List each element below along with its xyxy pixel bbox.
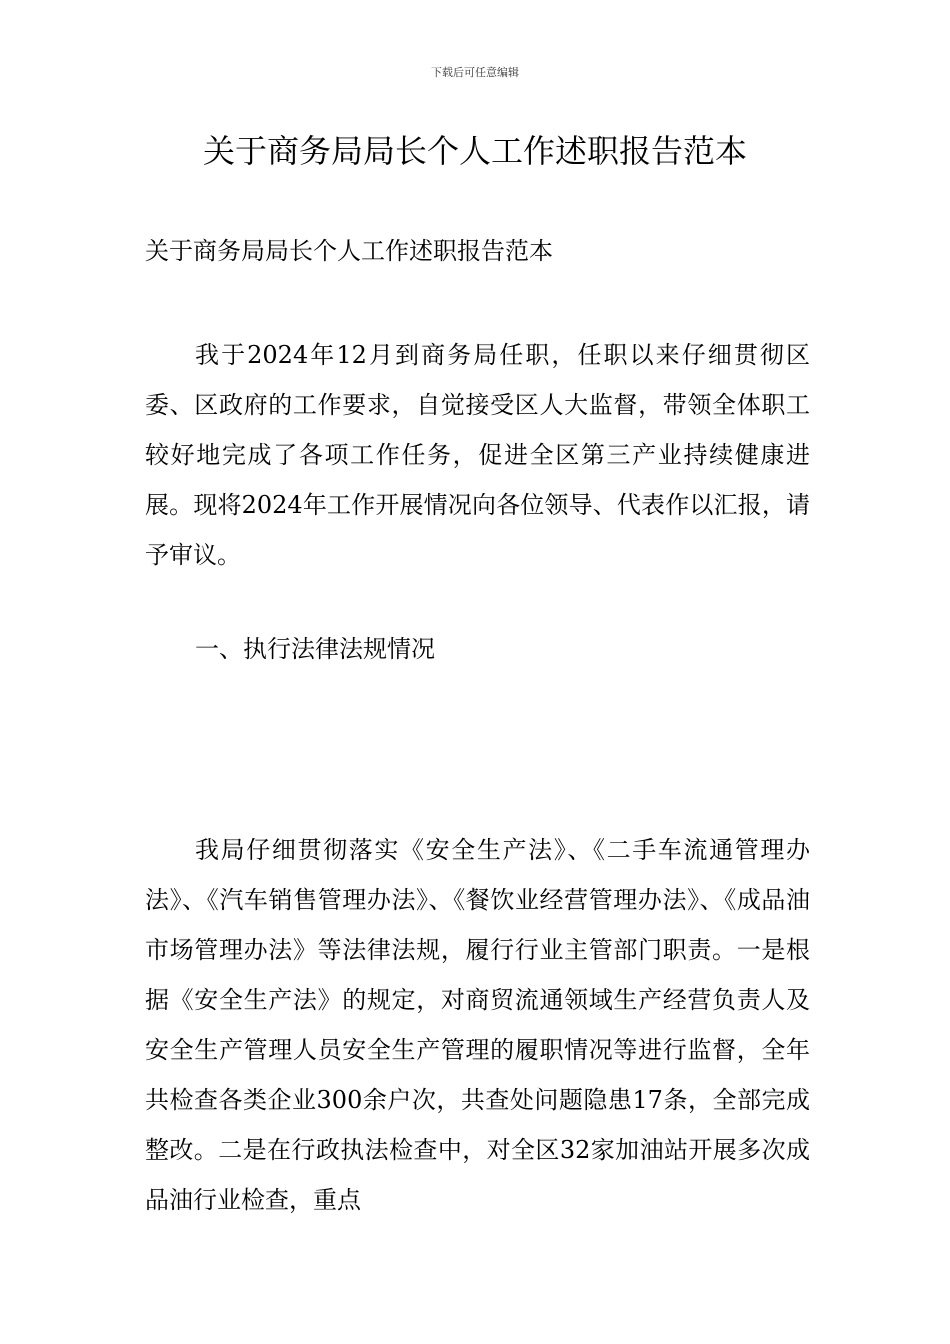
header-note: 下载后可任意编辑 (431, 66, 519, 79)
section-heading-1: 一、执行法律法规情况 (195, 635, 435, 663)
document-title: 关于商务局局长个人工作述职报告范本 (202, 132, 747, 170)
paragraph-intro: 我于2024年12月到商务局任职，任职以来仔细贯彻区委、区政府的工作要求，自觉接受区人大监督，带领全体职工较好地完成了各项工作任务，促进全区第三产业持续健康进展。现将2024年工作开展情况向各位领导、代表作以汇报，请予审议。 (145, 341, 810, 569)
paragraph-law-enforcement: 我局仔细贯彻落实《安全生产法》、《二手车流通管理办法》、《汽车销售管理办法》、《餐饮业经营管理办法》、《成品油市场管理办法》等法律法规，履行行业主管部门职责。一是根据《安全生产法》的规定，对商贸流通领域生产经营负责人及安全生产管理人员安全生产管理的履职情况等进行监督，全年共检查各类企业300余户次，共查处问题隐患17条，全部完成整改。二是在行政执法检查中，对全区32家加油站开展多次成品油行业检查，重点 (145, 836, 810, 1214)
document-subtitle: 关于商务局局长个人工作述职报告范本 (145, 237, 553, 265)
